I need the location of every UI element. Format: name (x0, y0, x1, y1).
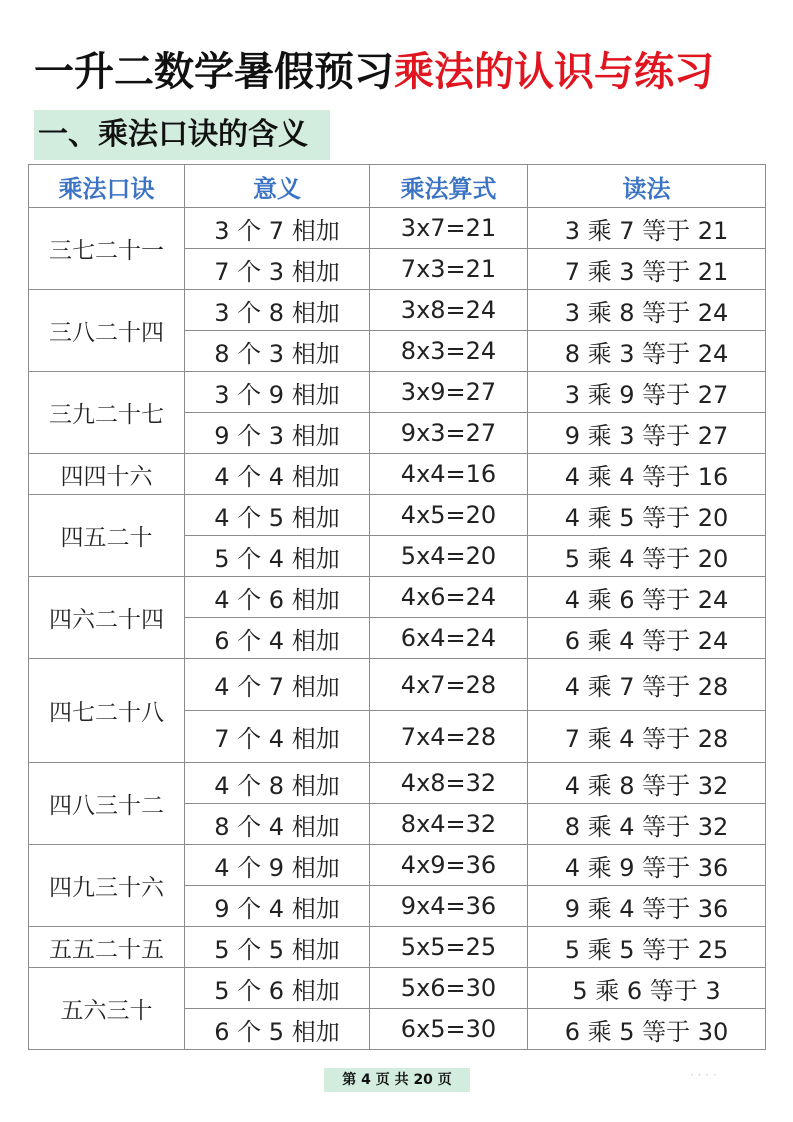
koujue-cell: 四七二十八 (29, 659, 185, 763)
column-header: 乘法口诀 (29, 165, 185, 208)
meaning-cell: 8 个 4 相加 (185, 804, 370, 845)
koujue-cell: 三八二十四 (29, 290, 185, 372)
meaning-cell: 7 个 4 相加 (185, 711, 370, 763)
equation-cell: 3x8=24 (370, 290, 528, 331)
reading-cell: 5 乘 5 等于 25 (528, 927, 766, 968)
reading-cell: 3 乘 8 等于 24 (528, 290, 766, 331)
equation-cell: 4x6=24 (370, 577, 528, 618)
equation-cell: 4x9=36 (370, 845, 528, 886)
reading-cell: 8 乘 3 等于 24 (528, 331, 766, 372)
section-heading: 一、乘法口诀的含义 (34, 110, 330, 160)
reading-cell: 5 乘 4 等于 20 (528, 536, 766, 577)
equation-cell: 8x4=32 (370, 804, 528, 845)
meaning-cell: 4 个 4 相加 (185, 454, 370, 495)
equation-cell: 4x4=16 (370, 454, 528, 495)
equation-cell: 7x3=21 (370, 249, 528, 290)
equation-cell: 3x9=27 (370, 372, 528, 413)
table-row (29, 454, 766, 495)
koujue-cell: 四六二十四 (29, 577, 185, 659)
table-row (29, 577, 766, 618)
meaning-cell: 6 个 4 相加 (185, 618, 370, 659)
column-header: 读法 (528, 165, 766, 208)
equation-cell: 4x7=28 (370, 659, 528, 711)
equation-cell: 8x3=24 (370, 331, 528, 372)
column-header: 乘法算式 (370, 165, 528, 208)
table-row (29, 495, 766, 536)
equation-cell: 6x4=24 (370, 618, 528, 659)
meaning-cell: 4 个 7 相加 (185, 659, 370, 711)
meaning-cell: 5 个 4 相加 (185, 536, 370, 577)
meaning-cell: 4 个 6 相加 (185, 577, 370, 618)
reading-cell: 5 乘 6 等于 3 (528, 968, 766, 1009)
table-header-row (29, 165, 766, 208)
table-row (29, 372, 766, 413)
meaning-cell: 5 个 6 相加 (185, 968, 370, 1009)
meaning-cell: 3 个 8 相加 (185, 290, 370, 331)
meaning-cell: 5 个 5 相加 (185, 927, 370, 968)
meaning-cell: 6 个 5 相加 (185, 1009, 370, 1050)
table-body (29, 208, 766, 1050)
meaning-cell: 8 个 3 相加 (185, 331, 370, 372)
title-part1: 一升二数学暑假预习 (34, 49, 394, 95)
table-row (29, 927, 766, 968)
meaning-cell: 3 个 7 相加 (185, 208, 370, 249)
meaning-cell: 7 个 3 相加 (185, 249, 370, 290)
koujue-cell: 五五二十五 (29, 927, 185, 968)
reading-cell: 4 乘 7 等于 28 (528, 659, 766, 711)
column-header: 意义 (185, 165, 370, 208)
reading-cell: 4 乘 9 等于 36 (528, 845, 766, 886)
table-row (29, 290, 766, 331)
equation-cell: 4x8=32 (370, 763, 528, 804)
reading-cell: 6 乘 4 等于 24 (528, 618, 766, 659)
reading-cell: 7 乘 3 等于 21 (528, 249, 766, 290)
meaning-cell: 9 个 3 相加 (185, 413, 370, 454)
koujue-cell: 四四十六 (29, 454, 185, 495)
table-row (29, 208, 766, 249)
meaning-cell: 4 个 5 相加 (185, 495, 370, 536)
table-row (29, 845, 766, 886)
reading-cell: 8 乘 4 等于 32 (528, 804, 766, 845)
reading-cell: 4 乘 8 等于 32 (528, 763, 766, 804)
table-row (29, 659, 766, 711)
meaning-cell: 3 个 9 相加 (185, 372, 370, 413)
equation-cell: 7x4=28 (370, 711, 528, 763)
equation-cell: 9x3=27 (370, 413, 528, 454)
meaning-cell: 4 个 9 相加 (185, 845, 370, 886)
table-row (29, 763, 766, 804)
reading-cell: 4 乘 4 等于 16 (528, 454, 766, 495)
reading-cell: 4 乘 6 等于 24 (528, 577, 766, 618)
equation-cell: 5x6=30 (370, 968, 528, 1009)
reading-cell: 4 乘 5 等于 20 (528, 495, 766, 536)
equation-cell: 5x4=20 (370, 536, 528, 577)
koujue-cell: 四九三十六 (29, 845, 185, 927)
koujue-cell: 三七二十一 (29, 208, 185, 290)
reading-cell: 6 乘 5 等于 30 (528, 1009, 766, 1050)
equation-cell: 3x7=21 (370, 208, 528, 249)
title-part2: 乘法的认识与练习 (394, 49, 714, 95)
watermark: · · · · (690, 1068, 717, 1082)
meaning-cell: 4 个 8 相加 (185, 763, 370, 804)
reading-cell: 9 乘 3 等于 27 (528, 413, 766, 454)
multiplication-table (28, 164, 766, 1050)
equation-cell: 5x5=25 (370, 927, 528, 968)
reading-cell: 7 乘 4 等于 28 (528, 711, 766, 763)
meaning-cell: 9 个 4 相加 (185, 886, 370, 927)
koujue-cell: 三九二十七 (29, 372, 185, 454)
equation-cell: 6x5=30 (370, 1009, 528, 1050)
reading-cell: 3 乘 7 等于 21 (528, 208, 766, 249)
page-number-footer: 第 4 页 共 20 页 (324, 1068, 470, 1092)
table-row (29, 968, 766, 1009)
reading-cell: 3 乘 9 等于 27 (528, 372, 766, 413)
koujue-cell: 四八三十二 (29, 763, 185, 845)
equation-cell: 4x5=20 (370, 495, 528, 536)
koujue-cell: 五六三十 (29, 968, 185, 1050)
reading-cell: 9 乘 4 等于 36 (528, 886, 766, 927)
equation-cell: 9x4=36 (370, 886, 528, 927)
page-title (34, 44, 714, 100)
koujue-cell: 四五二十 (29, 495, 185, 577)
